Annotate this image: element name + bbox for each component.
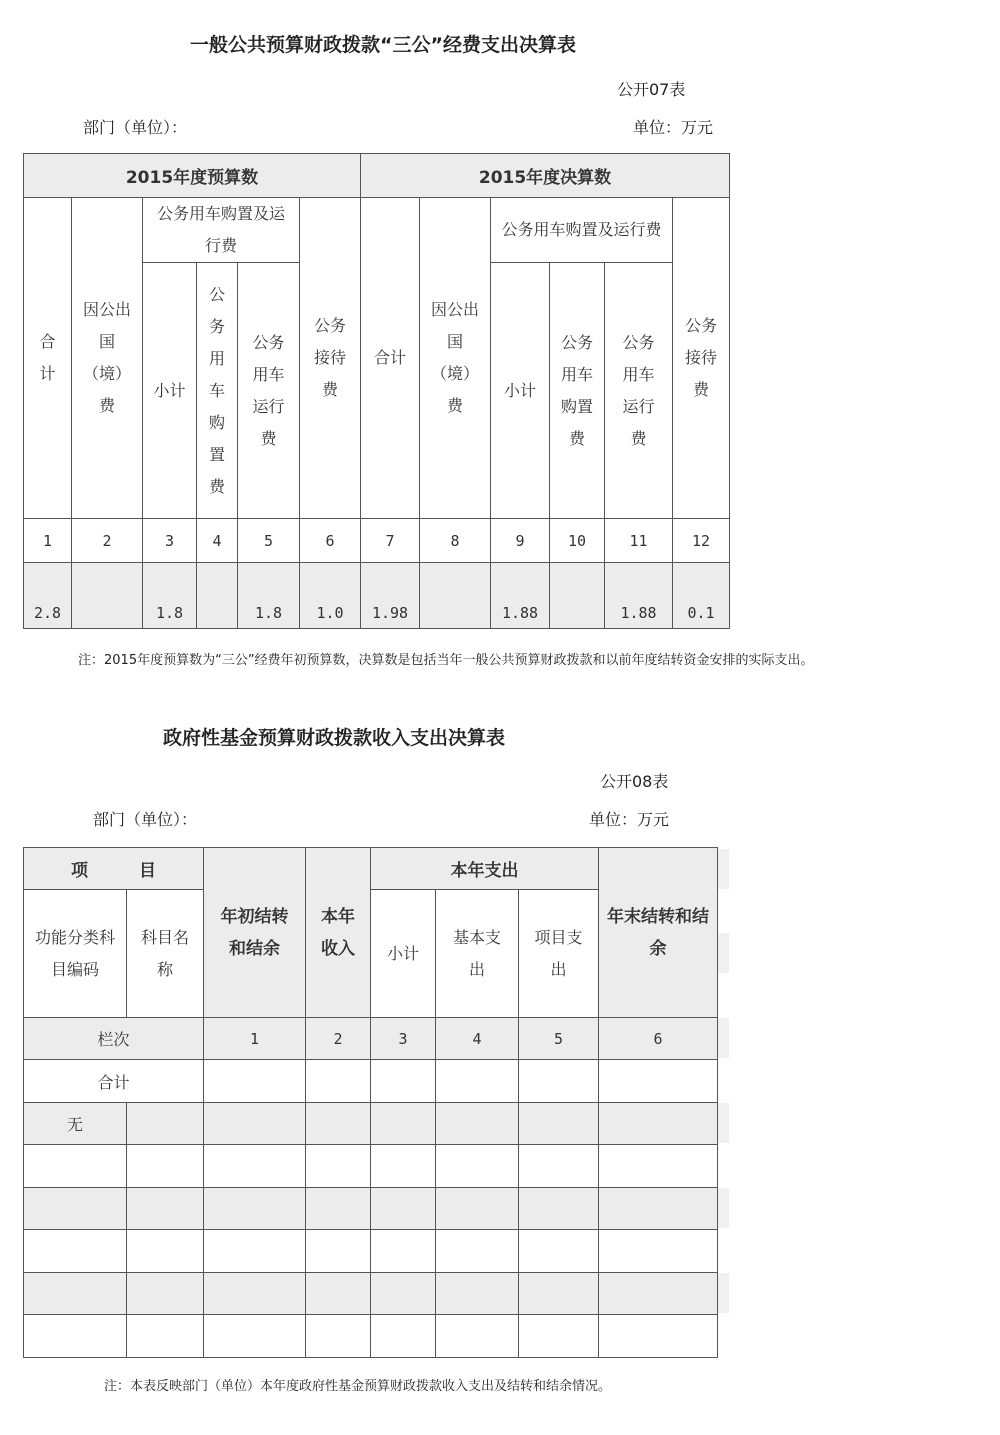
table-cell [204, 1273, 306, 1315]
func-code-header: 功能分类科目编码 [24, 890, 127, 1018]
table-cell [519, 1103, 599, 1145]
table1-unit-label: 单位：万元 [633, 118, 714, 137]
subtotal-header: 小计 [371, 890, 436, 1018]
value-cell [72, 563, 143, 629]
final-subtotal-header: 小计 [491, 263, 550, 519]
table-cell [204, 1103, 306, 1145]
table2-dept-label: 部门（单位）： [93, 810, 198, 829]
value-cell: 0.1 [673, 563, 730, 629]
table-cell [306, 1273, 371, 1315]
table-cell [127, 1103, 204, 1145]
total-row-label: 合计 [24, 1060, 204, 1103]
income-header: 本年收入 [306, 848, 371, 1018]
gov-fund-table [23, 847, 718, 1358]
col-number: 5 [519, 1018, 599, 1060]
begin-balance-header: 年初结转和结余 [204, 848, 306, 1018]
table-cell [599, 1145, 718, 1188]
col-number: 4 [197, 519, 238, 563]
table-cell [24, 1315, 127, 1358]
budget-car-group-header: 公务用车购置及运行费 [143, 198, 300, 263]
col-number: 7 [361, 519, 420, 563]
col-number: 6 [599, 1018, 718, 1060]
table-cell [436, 1145, 519, 1188]
table-cell [306, 1060, 371, 1103]
table-cell [519, 1315, 599, 1358]
col-number: 12 [673, 519, 730, 563]
table-cell [127, 1315, 204, 1358]
table-cell [436, 1230, 519, 1273]
none-row-label: 无 [24, 1103, 127, 1145]
col-number: 10 [550, 519, 605, 563]
final-abroad-header: 因公出国（境）费 [420, 198, 491, 519]
right-edge-shade [717, 849, 729, 889]
value-cell: 1.8 [143, 563, 197, 629]
table-cell [436, 1188, 519, 1230]
col-number: 2 [72, 519, 143, 563]
col-number: 1 [204, 1018, 306, 1060]
table-cell [204, 1060, 306, 1103]
table-cell [204, 1188, 306, 1230]
final-car-operation-header: 公务用车运行费 [605, 263, 673, 519]
value-cell: 1.88 [605, 563, 673, 629]
col-number: 5 [238, 519, 300, 563]
table-cell [24, 1145, 127, 1188]
col-number: 9 [491, 519, 550, 563]
table-cell [599, 1315, 718, 1358]
col-number: 3 [143, 519, 197, 563]
table-cell [599, 1103, 718, 1145]
col-number: 2 [306, 1018, 371, 1060]
end-balance-header: 年末结转和结余 [599, 848, 718, 1018]
final-header: 2015年度决算数 [361, 154, 730, 198]
final-car-purchase-header: 公务用车购置费 [550, 263, 605, 519]
table-cell [519, 1230, 599, 1273]
budget-car-purchase-header: 公务用车购置费 [197, 263, 238, 519]
table-cell [599, 1188, 718, 1230]
table2-code: 公开08表 [600, 772, 669, 791]
col-number: 8 [420, 519, 491, 563]
table1-note: 注：2015年度预算数为“三公”经费年初预算数，决算数是包括当年一般公共预算财政拨款和以前年度结转资金安排的实际支出。 [78, 653, 814, 668]
table-cell [204, 1145, 306, 1188]
table-cell [204, 1230, 306, 1273]
expenditure-header: 本年支出 [371, 848, 599, 890]
table-cell [519, 1145, 599, 1188]
table-cell [436, 1060, 519, 1103]
col-label: 栏次 [24, 1018, 204, 1060]
table-cell [599, 1060, 718, 1103]
subject-name-header: 科目名称 [127, 890, 204, 1018]
table-cell [436, 1103, 519, 1145]
table1-code: 公开07表 [617, 80, 686, 99]
table1-dept-label: 部门（单位）： [83, 118, 188, 137]
table-cell [204, 1315, 306, 1358]
table-cell [306, 1230, 371, 1273]
table-cell [371, 1145, 436, 1188]
table-cell [519, 1188, 599, 1230]
value-cell [420, 563, 491, 629]
item-header: 项 目 [24, 848, 204, 890]
value-cell: 1.0 [300, 563, 361, 629]
budget-subtotal-header: 小计 [143, 263, 197, 519]
right-edge-shade [717, 1188, 729, 1228]
value-cell [197, 563, 238, 629]
table-cell [127, 1145, 204, 1188]
table-cell [436, 1273, 519, 1315]
final-total-header: 合计 [361, 198, 420, 519]
budget-abroad-header: 因公出国（境）费 [72, 198, 143, 519]
table-cell [371, 1273, 436, 1315]
budget-car-operation-header: 公务用车运行费 [238, 263, 300, 519]
table-cell [24, 1188, 127, 1230]
table-cell [127, 1188, 204, 1230]
table-cell [371, 1103, 436, 1145]
col-number: 6 [300, 519, 361, 563]
table-cell [24, 1230, 127, 1273]
table-cell [24, 1273, 127, 1315]
table2-title: 政府性基金预算财政拨款收入支出决算表 [163, 727, 506, 749]
col-number: 3 [371, 1018, 436, 1060]
col-number: 4 [436, 1018, 519, 1060]
table-cell [599, 1230, 718, 1273]
table-cell [599, 1273, 718, 1315]
final-reception-header: 公务接待费 [673, 198, 730, 519]
basic-header: 基本支出 [436, 890, 519, 1018]
right-edge-shade [717, 1018, 729, 1058]
value-cell: 1.88 [491, 563, 550, 629]
three-public-expenses-table [23, 153, 730, 629]
project-header: 项目支出 [519, 890, 599, 1018]
table-cell [371, 1060, 436, 1103]
table-cell [371, 1230, 436, 1273]
table-cell [127, 1273, 204, 1315]
final-car-group-header: 公务用车购置及运行费 [491, 198, 673, 263]
budget-header: 2015年度预算数 [24, 154, 361, 198]
table-cell [306, 1315, 371, 1358]
table-cell [519, 1273, 599, 1315]
right-edge-shade [717, 1103, 729, 1143]
table2-note: 注：本表反映部门（单位）本年度政府性基金预算财政拨款收入支出及结转和结余情况。 [104, 1379, 612, 1394]
value-cell [550, 563, 605, 629]
col-number: 1 [24, 519, 72, 563]
table-cell [519, 1060, 599, 1103]
value-cell: 1.8 [238, 563, 300, 629]
budget-reception-header: 公务接待费 [300, 198, 361, 519]
col-number: 11 [605, 519, 673, 563]
right-edge-shade [717, 933, 729, 973]
right-edge-shade [717, 1273, 729, 1313]
table1-title: 一般公共预算财政拨款“三公”经费支出决算表 [190, 34, 576, 56]
table-cell [371, 1315, 436, 1358]
table-cell [436, 1315, 519, 1358]
table2-unit-label: 单位：万元 [589, 810, 670, 829]
table-cell [306, 1145, 371, 1188]
budget-total-header: 合计 [24, 198, 72, 519]
table-cell [306, 1188, 371, 1230]
value-cell: 1.98 [361, 563, 420, 629]
table-cell [306, 1103, 371, 1145]
table-cell [127, 1230, 204, 1273]
table-cell [371, 1188, 436, 1230]
value-cell: 2.8 [24, 563, 72, 629]
